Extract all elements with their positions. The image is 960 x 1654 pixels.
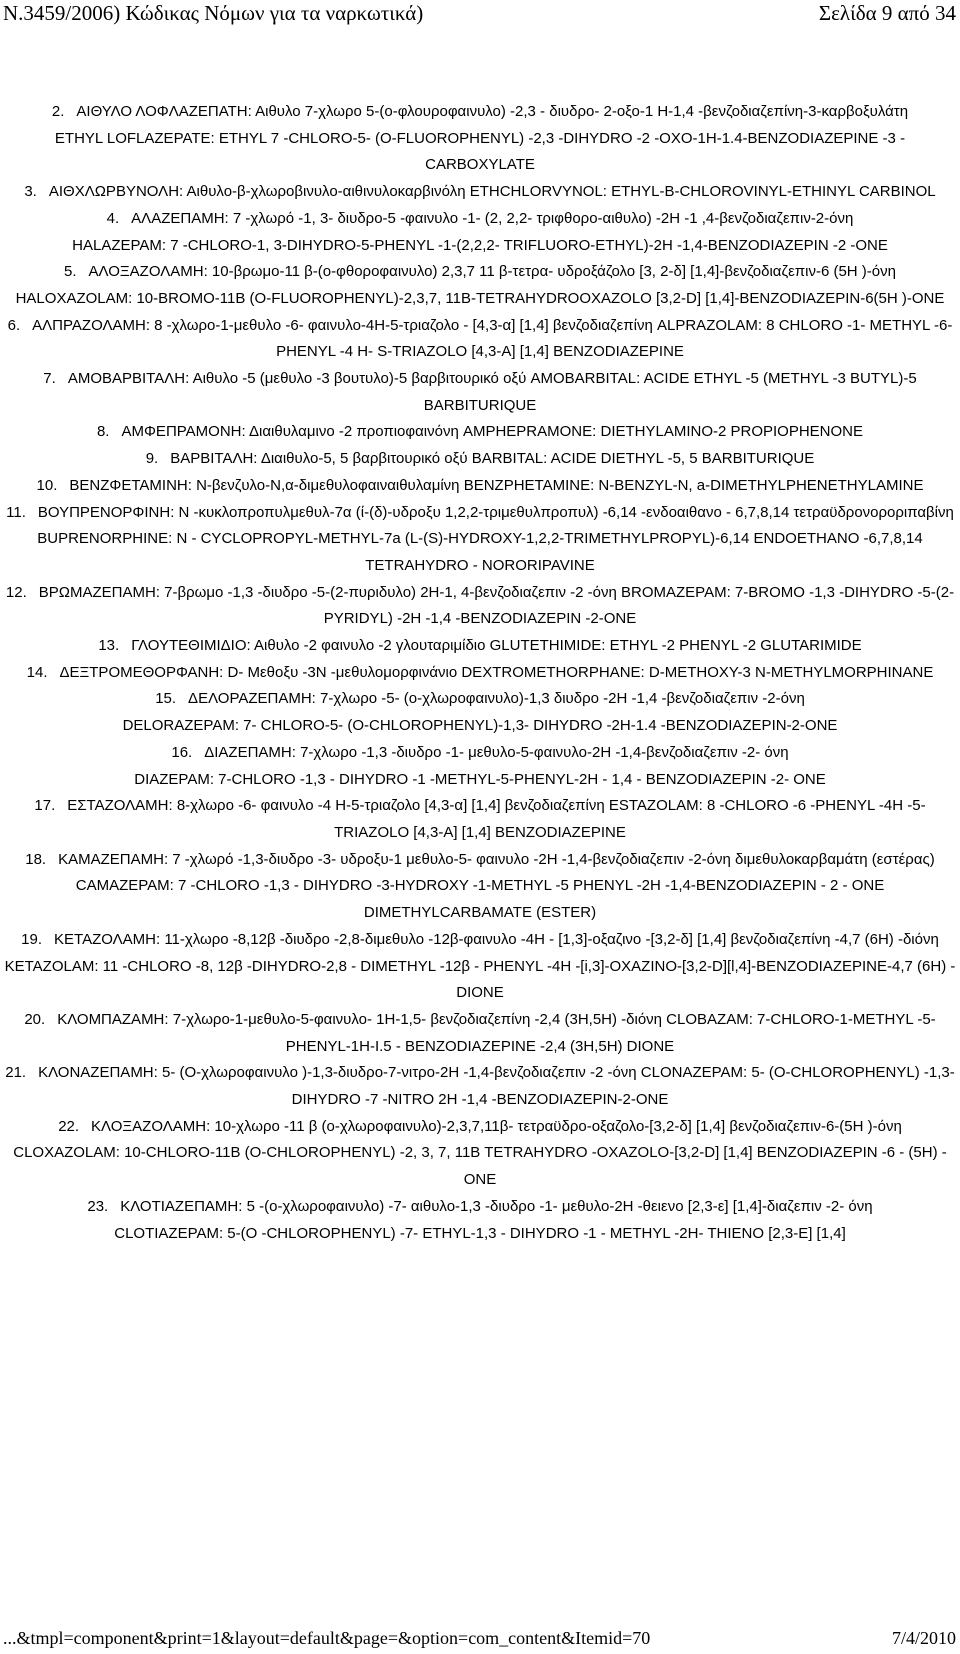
entry-line — [4, 580, 956, 633]
entry-line — [4, 1114, 956, 1141]
item-number: 19. — [21, 930, 43, 948]
entry-text: ΑΛΠΡΑΖΟΛΑΜΗ: 8 -χλωρο-1-μεθυλο -6- φαινυλο-4Η-5-τριαζολο - [4,3-α] [1,4] βενζοδιαζεπίνη ALPRAZOLAM: 8 CHLORO -1- METHYL -6- PHENYL -4 H- S-TRIAZOLO [4,3-A] [1,4] BENZODIAZEPINE — [32, 316, 953, 361]
entry-line — [4, 847, 956, 874]
page-number: Σελίδα 9 από 34 — [818, 1, 956, 25]
item-number: 13. — [98, 637, 120, 655]
entry-text: ΚΛΟΝΑΖΕΠΑΜΗ: 5- (Ο-χλωροφαινυλο )-1,3-διυδρο-7-νιτρο-2Η -1,4-βενζοδιαζεπιν -2 -όνη CLONAZEPAM: 5- (O-CHLOROPHENYL) -1,3-DIHYDRO -7 -NITRO 2H -1,4 -BENZODIAZEPIN-2-ONE — [38, 1064, 955, 1109]
item-number: 5. — [64, 263, 77, 281]
item-number: 14. — [26, 663, 48, 681]
item-number: 23. — [87, 1197, 109, 1215]
entry-line — [4, 179, 956, 206]
list-item — [4, 1007, 956, 1060]
item-number: 2. — [51, 103, 65, 120]
entry-greek-text: ΚΛΟΤΙΑΖΕΠΑΜΗ: 5 -(ο-χλωροφαινυλο) -7- αιθυλο-1,3 -διυδρο -1- μεθυλο-2Η -θειενο [2,3-ε] [1,4]-διαζεπιν -2- όνη — [120, 1197, 873, 1215]
list-item — [4, 686, 956, 739]
document-title: N.3459/2006) Κώδικας Νόμων για τα ναρκωτικά) — [3, 1, 424, 25]
entry-text: ΒΡΩΜΑΖΕΠΑΜΗ: 7-βρωμο -1,3 -διυδρο -5-(2-πυριδυλο) 2Η-1, 4-βενζοδιαζεπιν -2 -όνη BROMAZEPAM: 7-BROMO -1,3 -DIHYDRO -5-(2-PYRIDYL) -2H -1,4 -BENZODIAZEPIN -2-ONE — [38, 583, 955, 628]
item-number: 6. — [7, 316, 21, 334]
document-body — [4, 99, 956, 1247]
entry-line: DELORAZEPAM: 7- CHLORO-5- (O-CHLOROPHENYL)-1,3- DIHYDRO -2H-1.4 -BENZODIAZEPIN-2-ONE — [122, 717, 838, 735]
list-item — [4, 446, 956, 473]
entry-text: ΕΣΤΑΖΟΛΑΜΗ: 8-χλωρο -6- φαινυλο -4 Η-5-τριαζολο [4,3-α] [1,4] βενζοδιαζεπίνη ESTAZOLAM: 8 -CHLORO -6 -PHENYL -4H -5-TRIAZOLO [4,3-A] [1,4] BENZODIAZEPINE — [67, 797, 926, 841]
entry-line — [4, 206, 956, 233]
list-item — [4, 500, 956, 580]
entry-line: HALOXAZOLAM: 10-BROMO-11B (O-FLUOROPHENYL)-2,3,7, 11B-TETRAHYDROOXAZOLO [3,2-D] [1,4]-BENZODIAZEPIN-6(5H )-ONE — [15, 289, 945, 307]
list-item — [4, 313, 956, 366]
list-item — [4, 259, 956, 312]
entry-line: DIAZEPAM: 7-CHLORO -1,3 - DIHYDRO -1 -METHYL-5-PHENYL-2H - 1,4 - BENZODIAZEPIN -2- ONE — [134, 770, 826, 788]
item-number: 10. — [36, 476, 58, 494]
entry-greek-text: ΑΛΟΞΑΖΟΛΑΜΗ: 10-βρωμο-11 β-(ο-φθοροφαινυλο) 2,3,7 11 β-τετρα- υδροξάζολο [3, 2-δ] [1,4]-βενζοδιαζεπιν-6 (5Η )-όνη — [88, 263, 896, 281]
item-number: 20. — [24, 1010, 46, 1028]
entry-text: ΒΕΝΖΦΕΤΑΜΙΝΗ: N-βενζυλο-Ν,α-διμεθυλοφαιναιθυλαμίνη BENZPHETAMINE: N-BENZYL-N, a-DIMETHYLPHENETHYLAMINE — [69, 476, 924, 494]
entry-line — [4, 927, 956, 954]
list-item — [4, 660, 956, 687]
item-number: 3. — [24, 183, 37, 201]
list-item — [4, 473, 956, 500]
list-item — [4, 366, 956, 419]
entry-text: ΑΙΘΧΛΩΡΒΥΝΟΛΗ: Αιθυλο-β-χλωροβινυλο-αιθινυλοκαρβινόλη ETHCHLORVYNOL: ETHYL-B-CHLOROVINYL-ETHINYL CARBINOL — [48, 183, 936, 201]
entry-line — [4, 446, 956, 473]
list-item — [4, 927, 956, 1007]
entry-greek-text: ΚΑΜΑΖΕΠΑΜΗ: 7 -χλωρό -1,3-διυδρο -3- υδροξυ-1 μεθυλο-5- φαινυλο -2Η -1,4-βενζοδιαζεπιν -2-όνη διμεθυλοκαρβαμάτη (εστέρας) — [58, 850, 935, 868]
entry-greek-text: ΔΕΛΟΡΑΖΕΠΑΜΗ: 7-χλωρο -5- (ο-χλωροφαινυλο)-1,3 διυδρο -2Η -1,4 -βενζοδιαζεπιν -2-όνη — [188, 690, 805, 708]
list-item — [4, 1060, 956, 1113]
entry-line — [4, 366, 956, 419]
item-number: 22. — [58, 1117, 80, 1135]
entry-line — [4, 313, 956, 366]
entry-line — [4, 740, 956, 767]
entry-line — [4, 633, 956, 660]
entry-line: HALAZEPAM: 7 -CHLORO-1, 3-DIHYDRO-5-PHENYL -1-(2,2,2- TRIFLUORO-ETHYL)-2H -1,4-BENZODIAZEPIN -2 -ONE — [72, 236, 888, 254]
list-item — [4, 1114, 956, 1194]
item-number: 15. — [155, 690, 177, 708]
item-number: 21. — [5, 1064, 27, 1082]
item-number: 17. — [34, 797, 56, 815]
entry-greek-text: ΒΟΥΠΡΕΝΟΡΦΙΝΗ: Ν -κυκλοπροπυλμεθυλ-7α (ί-(δ)-υδροξυ 1,2,2-τριμεθυλπροπυλ) -6,14 -ενδοαιθανο - 6,7,8,14 τετραϋδρονοροριπαβίνη — [37, 503, 954, 521]
entry-line — [4, 1007, 956, 1060]
entry-greek-text: ΚΕΤΑΖΟΛΑΜΗ: 11-χλωρο -8,12β -διυδρο -2,8-διμεθυλο -12β-φαινυλο -4Η - [1,3]-οξαζινο -[3,2-δ] [1,4] βενζοδιαζεπίνη -4,7 (6Η) -διόνη — [54, 930, 939, 948]
list-item — [4, 206, 956, 259]
entry-text: ΒΑΡΒΙΤΑΛΗ: Διαιθυλο-5, 5 βαρβιτουρικό οξύ BARBITAL: ACIDE DIETHYL -5, 5 BARBITURIQUE — [170, 450, 815, 468]
page-header — [0, 0, 960, 30]
list-item — [4, 1194, 956, 1247]
item-number: 12. — [5, 583, 27, 601]
item-number: 16. — [171, 743, 193, 761]
footer-url: ...&tmpl=component&print=1&layout=default&page=&option=com_content&Itemid=70 — [3, 1628, 651, 1648]
entry-greek-text: ΔΙΑΖΕΠΑΜΗ: 7-χλωρο -1,3 -διυδρο -1- μεθυλο-5-φαινυλο-2Η -1,4-βενζοδιαζεπιν -2- όνη — [204, 743, 789, 761]
item-number: 11. — [6, 503, 26, 521]
entry-line — [4, 500, 956, 527]
entry-line — [4, 660, 956, 687]
item-number: 8. — [96, 423, 110, 441]
item-number: 18. — [25, 850, 47, 868]
entry-line — [4, 419, 956, 446]
entry-text: ΔΕΞΤΡΟΜΕΘΟΡΦΑΝΗ: D- Μεθοξυ -3Ν -μεθυλομορφινάνιο DEXTROMETHORPHANE: D-METHOXY-3 N-METHYLMORPHINANE — [59, 663, 934, 681]
list-item — [4, 99, 956, 179]
entry-line: BUPRENORPHINE: N - CYCLOPROPYL-METHYL-7a (L-(S)-HYDROXY-1,2,2-TRIMETHYLPROPYL)-6,14 ENDOETHANO -6,7,8,14 TETRAHYDRO - NORORIPAVINE — [37, 530, 923, 574]
entry-greek-text: ΚΛΟΞΑΖΟΛΑΜΗ: 10-χλωρο -11 β (ο-χλωροφαινυλο)-2,3,7,11β- τετραϋδρο-οξαζολο-[3,2-δ] [1,4] βενζοδιαζεπιν-6-(5Η )-όνη — [91, 1117, 902, 1135]
list-item — [4, 793, 956, 846]
entry-text: ΑΜΦΕΠΡΑΜΟΝΗ: Διαιθυλαμινο -2 προπιοφαινόνη AMPHEPRAMONE: DIETHYLAMINO-2 PROPIOPHENONE — [121, 423, 864, 441]
entry-line: CAMAZEPAM: 7 -CHLORO -1,3 - DIHYDRO -3-HYDROXY -1-METHYL -5 PHENYL -2H -1,4-BENZODIAZEPIN - 2 - ONE DIMETHYLCARBAMATE (ESTER) — [75, 877, 885, 922]
list-item — [4, 179, 956, 206]
item-number: 7. — [43, 370, 56, 388]
entry-line — [4, 1194, 956, 1221]
entry-line: CLOXAZOLAM: 10-CHLORO-11B (O-CHLOROPHENYL) -2, 3, 7, 11B TETRAHYDRO -OXAZOLO-[3,2-D] [1,4] BENZODIAZEPIN -6 - (5H) - ONE — [13, 1144, 947, 1189]
entry-line — [4, 1060, 956, 1113]
list-item — [4, 419, 956, 446]
list-item — [4, 847, 956, 927]
entry-line: ETHYL LOFLAZEPATE: ETHYL 7 -CHLORO-5- (O-FLUOROPHENYL) -2,3 -DIHYDRO -2 -OXO-1H-1.4-BENZODIAZEPINE -3 -CARBOXYLATE — [54, 129, 906, 174]
entry-text: ΑΜΟΒΑΡΒΙΤΑΛΗ: Αιθυλο -5 (μεθυλο -3 βουτυλο)-5 βαρβιτουρικό οξύ AMOBARBITAL: ACIDE ETHYL -5 (METHYL -3 BUTYL)-5 BARBITURIQUE — [67, 370, 917, 414]
entry-greek-text: ΑΛΑΖΕΠΑΜΗ: 7 -χλωρό -1, 3- διυδρο-5 -φαινυλο -1- (2, 2,2- τριφθορο-αιθυλο) -2Η -1 ,4-βενζοδιαζεπιν-2-όνη — [131, 209, 854, 227]
item-number: 9. — [145, 450, 159, 468]
entry-line — [4, 99, 956, 126]
entry-line: CLOTIAZEPAM: 5-(O -CHLOROPHENYL) -7- ETHYL-1,3 - DIHYDRO -1 - METHYL -2H- THIENO [2,3-E] [1,4] — [114, 1224, 846, 1242]
item-number: 4. — [106, 209, 120, 227]
entry-text: ΚΛΟΜΠΑΖΑΜΗ: 7-χλωρο-1-μεθυλο-5-φαινυλο- 1Η-1,5- βενζοδιαζεπίνη -2,4 (3Η,5Η) -διόνη CLOBAZAM: 7-CHLORO-1-METHYL -5-PHENYL-1H-I.5 - BENZODIAZEPINE -2,4 (3H,5H) DIONE — [57, 1010, 936, 1055]
list-item — [4, 633, 956, 660]
entry-greek-text: ΑΙΘΥΛΟ ΛΟΦΛΑΖΕΠΑΤΗ: Αιθυλο 7-χλωρο 5-(ο-φλουροφαινυλο) -2,3 - διυδρο- 2-οξο-1 Η-1,4 -βενζοδιαζεπίνη-3-καρβοξυλάτη — [76, 103, 909, 120]
entry-text: ΓΛΟΥΤΕΘΙΜΙΔΙΟ: Αιθυλο -2 φαινυλο -2 γλουταριμίδιο GLUTETHIMIDE: ETHYL -2 PHENYL -2 GLUTARIMIDE — [131, 637, 862, 655]
entry-line: KETAZOLAM: 11 -CHLORO -8, 12β -DIHYDRO-2,8 - DIMETHYL -12β - PHENYL -4H -[i,3]-OXAZINO-[3,2-D][l,4]-BENZODIAZEPINE-4,7 (6H) -DIONE — [4, 957, 956, 1002]
entry-line — [4, 473, 956, 500]
entry-line — [4, 686, 956, 713]
footer-date: 7/4/2010 — [891, 1628, 956, 1648]
list-item — [4, 740, 956, 793]
entry-line — [4, 793, 956, 846]
page-footer — [0, 1626, 960, 1654]
entry-line — [4, 259, 956, 286]
list-item — [4, 580, 956, 633]
